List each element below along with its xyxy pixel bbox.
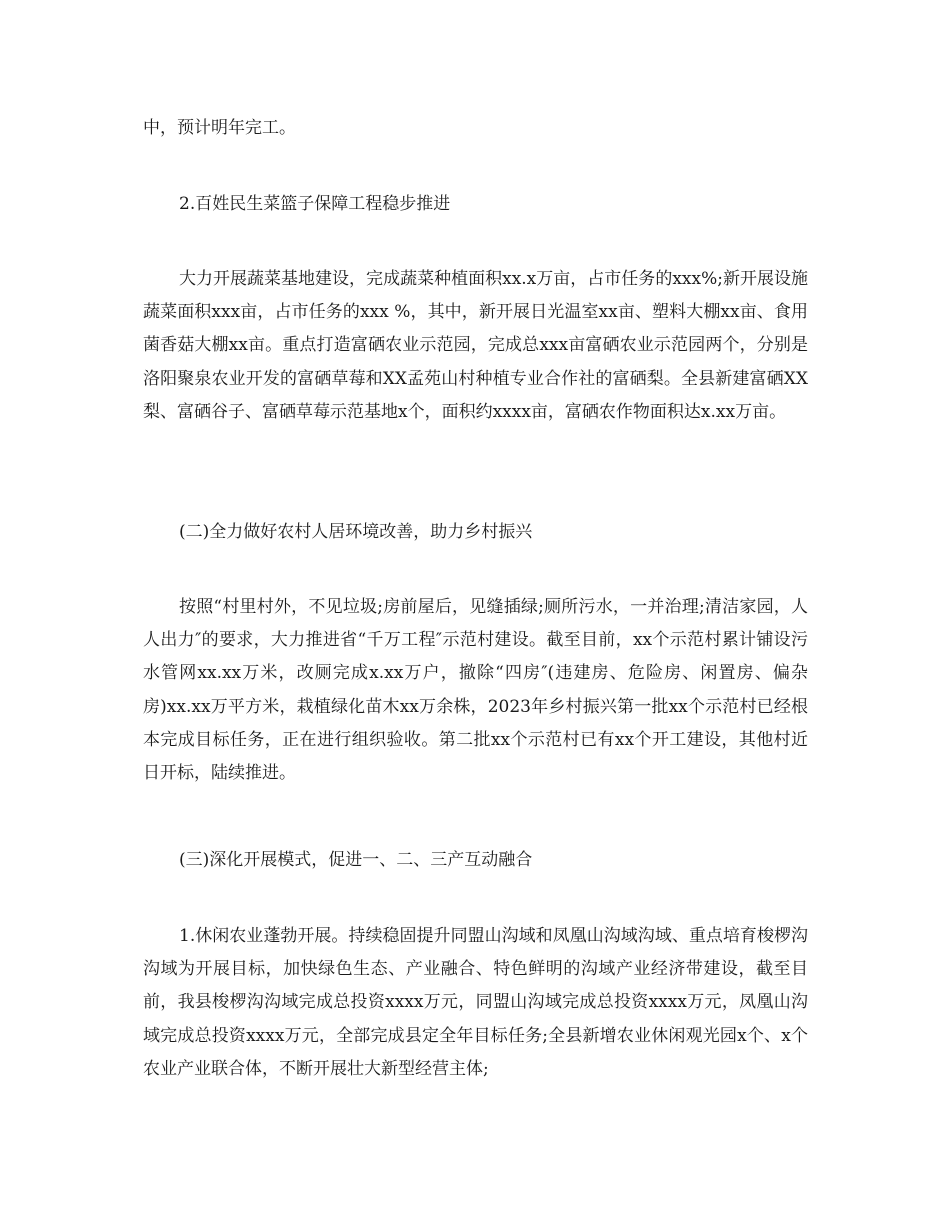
section-heading-rural-environment: (二)全力做好农村人居环境改善，助力乡村振兴 [179,522,533,542]
section-heading-vegetable-basket: 2.百姓民生菜篮子保障工程稳步推进 [179,194,451,214]
paragraph-vegetable-base: 大力开展蔬菜基地建设，完成蔬菜种植面积xx.x万亩，占市任务的xxx%;新开展设施蔬菜面积xxx亩，占市任务的xxx %，其中，新开展日光温室xx亩、塑料大棚xx亩、食用菌香菇大棚xx亩。重点打造富硒农业示范园，完成总xxx亩富硒农业示范园两个，分别是洛阳聚泉农业开发的富硒草莓和XX孟苑山村种植专业合作社的富硒梨。全县新建富硒XX梨、富硒谷子、富硒草莓示范基地x个，面积约xxxx亩，富硒农作物面积达x.xx万亩。 [143,269,808,422]
paragraph-continuation: 中，预计明年完工。 [143,118,296,138]
paragraph-leisure-agriculture: 1.休闲农业蓬勃开展。持续稳固提升同盟山沟域和凤凰山沟域沟域、重点培育梭椤沟沟域为开展目标，加快绿色生态、产业融合、特色鲜明的沟域产业经济带建设，截至目前，我县梭椤沟沟域完成总投资xxxx万元，同盟山沟域完成总投资xxxx万元，凤凰山沟域完成总投资xxxx万元，全部完成县定全年目标任务;全县新增农业休闲观光园x个、x个农业产业联合体，不断开展壮大新型经营主体; [143,926,808,1079]
paragraph-demonstration-village: 按照“村里村外，不见垃圾;房前屋后，见缝插绿;厕所污水，一并治理;清洁家园，人人出力″的要求，大力推进省“千万工程″示范村建设。截至目前，xx个示范村累计铺设污水管网xx.xx万米，改厕完成x.xx万户，撤除“四房″(违建房、危险房、闲置房、偏杂房)xx.xx万平方米，栽植绿化苗木xx万余株，2023年乡村振兴第一批xx个示范村已经根本完成目标任务，正在进行组织验收。第二批xx个示范村已有xx个开工建设，其他村近日开标，陆续推进。 [143,597,808,784]
section-heading-industry-integration: (三)深化开展模式，促进一、二、三产互动融合 [179,850,533,870]
